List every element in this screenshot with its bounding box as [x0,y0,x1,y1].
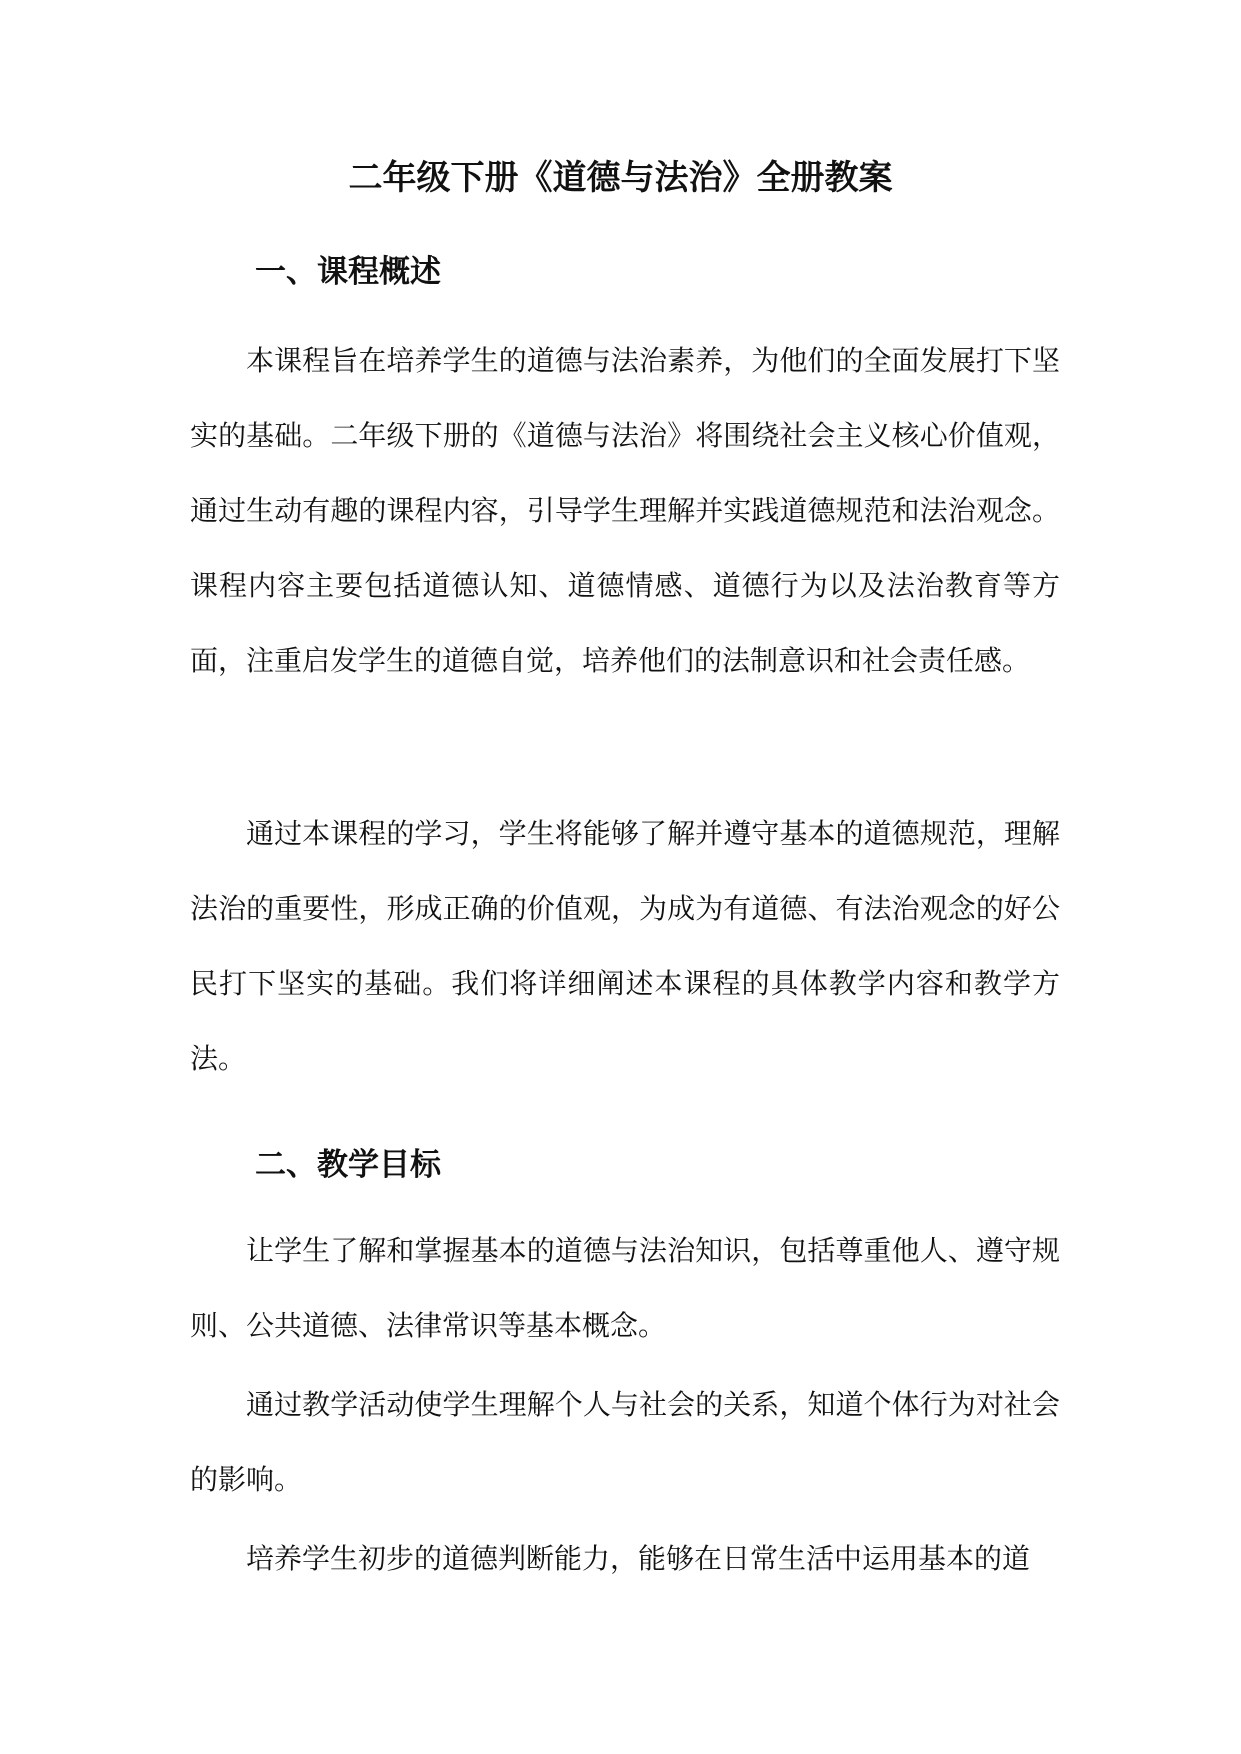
paragraph-objectives-2: 通过教学活动使学生理解个人与社会的关系，知道个体行为对社会的影响。 [190,1388,1060,1496]
document-title: 二年级下册《道德与法治》全册教案 [348,158,893,198]
section-heading-overview: 一、课程概述 [255,254,441,290]
paragraph-objectives-1: 让学生了解和掌握基本的道德与法治知识，包括尊重他人、遵守规则、公共道德、法律常识等基本概念。 [190,1234,1060,1342]
paragraph-overview-2: 通过本课程的学习，学生将能够了解并遵守基本的道德规范，理解法治的重要性，形成正确的价值观，为成为有道德、有法治观念的好公民打下坚实的基础。我们将详细阐述本课程的具体教学内容和教学方法。 [190,817,1060,1075]
section-heading-objectives: 二、教学目标 [255,1147,441,1183]
paragraph-objectives-3: 培养学生初步的道德判断能力，能够在日常生活中运用基本的道 [246,1542,1031,1575]
paragraph-overview-1: 本课程旨在培养学生的道德与法治素养，为他们的全面发展打下坚实的基础。二年级下册的《道德与法治》将围绕社会主义核心价值观，通过生动有趣的课程内容，引导学生理解并实践道德规范和法治观念。课程内容主要包括道德认知、道德情感、道德行为以及法治教育等方面，注重启发学生的道德自觉，培养他们的法制意识和社会责任感。 [190,344,1060,677]
